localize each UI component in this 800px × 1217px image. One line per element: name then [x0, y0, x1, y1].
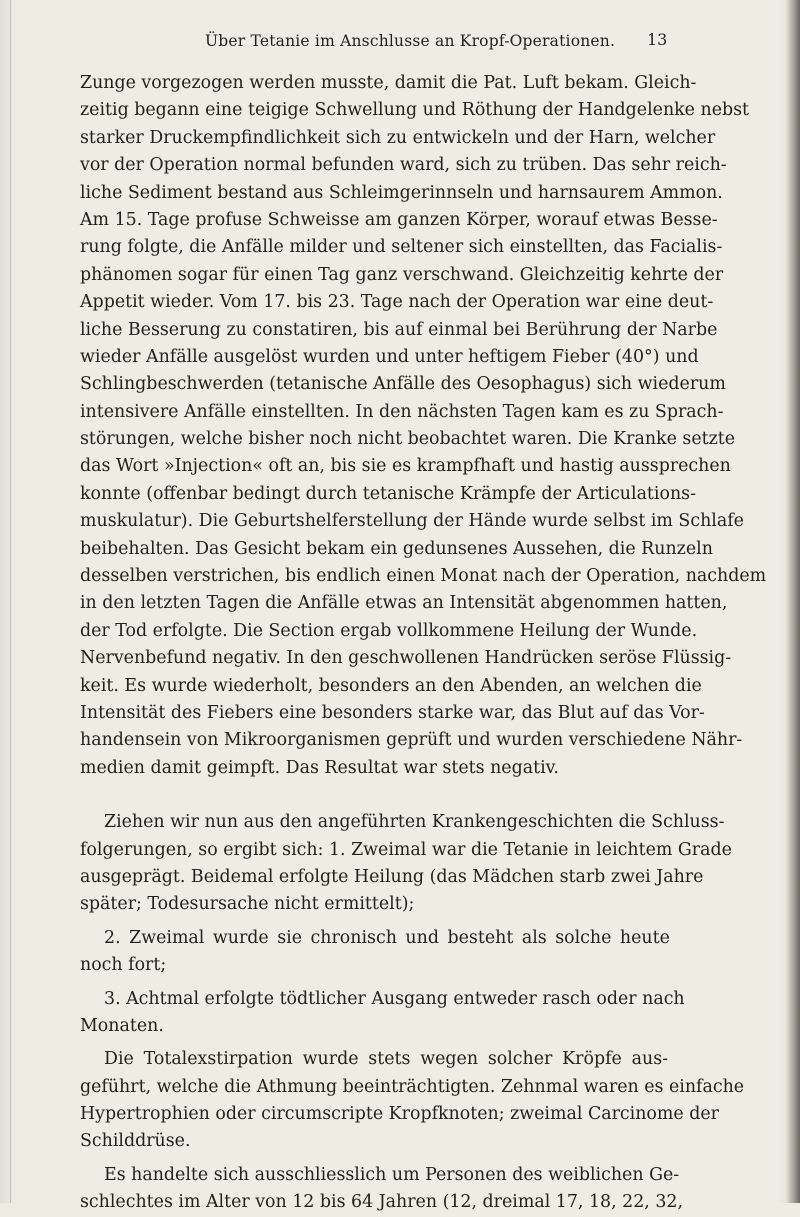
text-line: Am 15. Tage profuse Schweisse am ganzen Körper, worauf etwas Besse- [80, 209, 718, 230]
text-line: ausgeprägt. Beidemal erfolgte Heilung (das Mädchen starb zwei Jahre [80, 866, 704, 887]
text-line: liche Sediment bestand aus Schleimgerinnseln und harnsaurem Ammon. [80, 182, 723, 203]
text-line: handensein von Mikroorganismen geprüft und wurden verschiedene Nähr- [80, 730, 743, 751]
text-line: rung folgte, die Anfälle milder und seltener sich einstellten, das Facialis- [80, 237, 723, 258]
text-line: Zunge vorgezogen werden musste, damit die Pat. Luft bekam. Gleich- [80, 73, 697, 93]
text-line: geführt, welche die Athmung beeinträchtigten. Zehnmal waren es einfache [80, 1076, 745, 1097]
text-line: Intensität des Fiebers eine besonders starke war, das Blut auf das Vor- [80, 702, 705, 723]
text-line: konnte (offenbar bedingt durch tetanische Krämpfe der Articulations- [80, 483, 696, 504]
text-line: später; Todesursache nicht ermittelt); [80, 894, 415, 915]
text-line: keit. Es wurde wiederholt, besonders an den Abenden, an welchen die [80, 675, 702, 696]
paragraph-item-2 [80, 925, 668, 980]
text-line: der Tod erfolgte. Die Section ergab vollkommene Heilung der Wunde. [80, 620, 698, 641]
text-line: phänomen sogar für einen Tag ganz verschwand. Gleichzeitig kehrte der [80, 264, 724, 285]
text-line: Die Totalexstirpation wurde stets wegen solcher Kröpfe aus- [104, 1049, 668, 1070]
text-line: Hypertrophien oder circumscripte Kropfknoten; zweimal Carcinome der [80, 1104, 719, 1125]
running-head [0, 24, 800, 48]
text-line: in den letzten Tagen die Anfälle etwas an Intensität abgenommen hatten, [80, 593, 728, 614]
text-line: folgerungen, so ergibt sich: 1. Zweimal war die Tetanie in leichtem Grade [80, 839, 732, 860]
text-line: Nervenbefund negativ. In den geschwollenen Handrücken seröse Flüssig- [80, 648, 732, 669]
text-line: Es handelte sich ausschliesslich um Personen des weiblichen Ge- [104, 1164, 680, 1185]
paragraph-conclusions [80, 809, 732, 919]
text-line: Schilddrüse. [80, 1131, 191, 1152]
text-line: schlechtes im Alter von 12 bis 64 Jahren (12, dreimal 17, 18, 22, 32, [80, 1192, 683, 1213]
text-line: Appetit wieder. Vom 17. bis 23. Tage nach der Operation war eine deut- [80, 292, 714, 313]
text-line: wieder Anfälle ausgelöst wurden und unter heftigem Fieber (40°) und [80, 346, 699, 367]
text-line: starker Druckempfindlichkeit sich zu entwickeln und der Harn, welcher [80, 127, 716, 148]
text-line: medien damit geimpft. Das Resultat war stets negativ. [80, 757, 559, 778]
text-line: desselben verstrichen, bis endlich einen Monat nach der Operation, nachdem [80, 566, 767, 587]
paragraph-gap [80, 782, 668, 809]
text-line: vor der Operation normal befunden ward, sich zu trüben. Das sehr reich- [80, 155, 727, 176]
text-line: 2. Zweimal wurde sie chronisch und besteht als solche heute [104, 927, 670, 948]
text-line: zeitig begann eine teigige Schwellung und Röthung der Handgelenke nebst [80, 100, 750, 121]
text-line: das Wort »Injection« oft an, bis sie es krampfhaft und hastig aussprechen [80, 456, 731, 477]
paragraph-item-3 [80, 986, 685, 1041]
running-title: Über Tetanie im Anschlusse an Kropf-Operationen. [205, 32, 616, 50]
text-line: intensivere Anfälle einstellten. In den nächsten Tagen kam es zu Sprach- [80, 401, 724, 422]
text-line: störungen, welche bisher noch nicht beobachtet waren. Die Kranke setzte [80, 429, 736, 450]
text-line: muskulatur). Die Geburtshelferstellung der Hände wurde selbst im Schlafe [80, 511, 744, 532]
paragraph-patients [80, 1162, 683, 1217]
body-text [80, 70, 767, 1217]
page-number: 13 [647, 30, 668, 49]
paragraph-total-extirpation [80, 1046, 745, 1156]
paragraph-case-history [80, 70, 767, 782]
text-line: 3. Achtmal erfolgte tödtlicher Ausgang entweder rasch oder nach [104, 988, 685, 1009]
text-line: noch fort; [80, 955, 167, 976]
text-line: Ziehen wir nun aus den angeführten Krankengeschichten die Schluss- [104, 812, 725, 833]
book-spine-shadow [786, 0, 800, 1203]
text-line: Monaten. [80, 1015, 164, 1036]
text-line: Schlingbeschwerden (tetanische Anfälle des Oesophagus) sich wiederum [80, 374, 726, 395]
text-line: beibehalten. Das Gesicht bekam ein gedunsenes Aussehen, die Runzeln [80, 538, 713, 559]
text-line: liche Besserung zu constatiren, bis auf einmal bei Berührung der Narbe [80, 319, 718, 340]
page-left-edge [10, 0, 11, 1203]
